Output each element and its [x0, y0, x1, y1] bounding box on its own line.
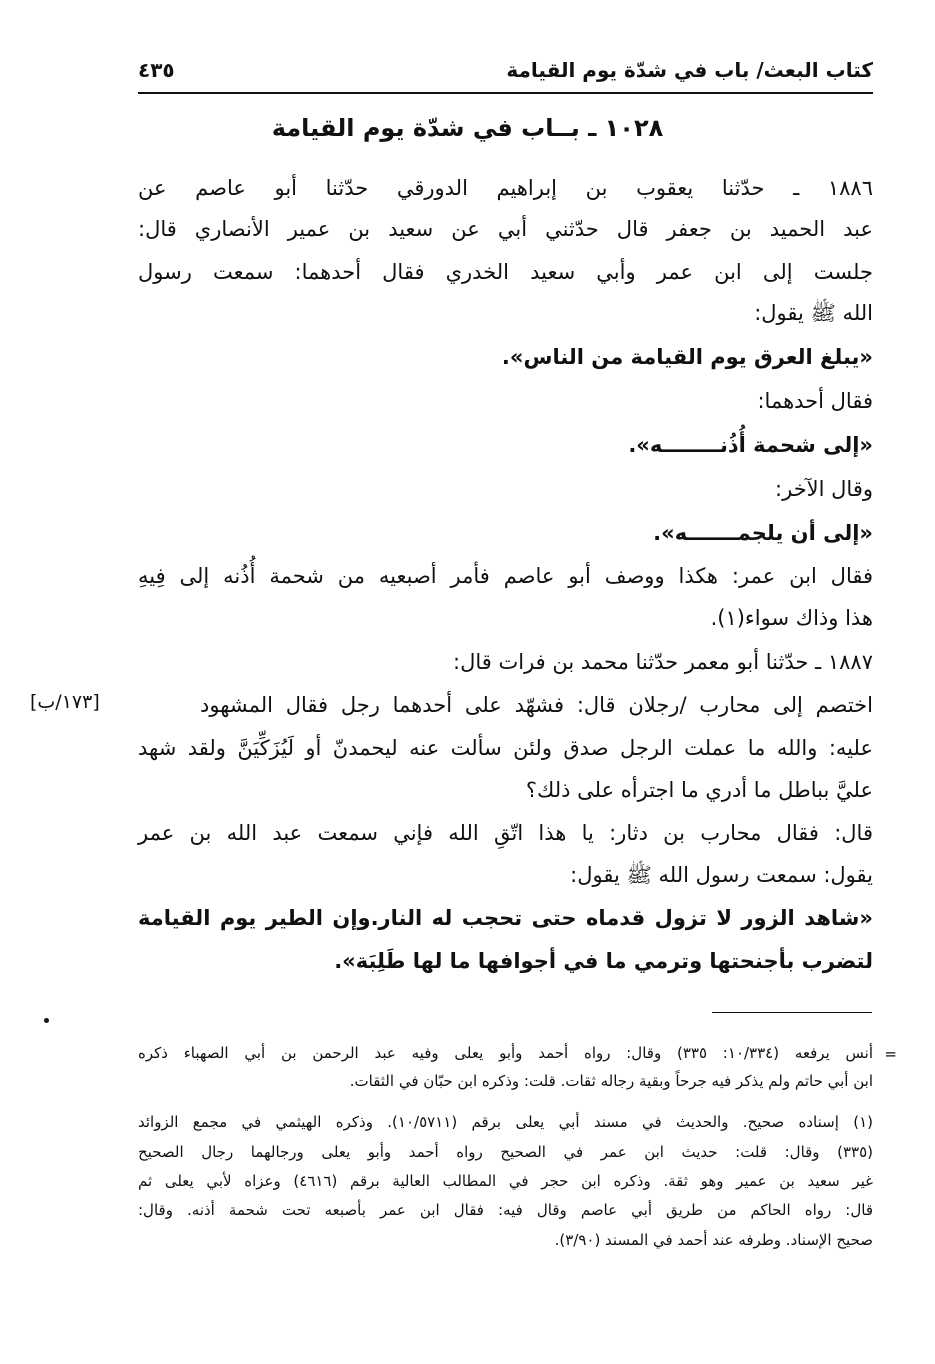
hadith-1886-quote-3: «إلى أن يلجمـــــــه».	[653, 521, 873, 545]
chapter-heading: ١٠٢٨ ـ بــاب في شدّة يوم القيامة	[271, 114, 664, 142]
hadith-1887-line-3: عليه: والله ما عملت الرجل صدق ولئن سألت عنه ليحمدنّ أو لَيُزَكِّيَنَّ ولقد شهد	[138, 736, 873, 760]
hadith-1886-line-3: جلست إلى ابن عمر وأبي سعيد الخدري فقال أحدهما: سمعت رسول	[138, 260, 873, 284]
page-header	[138, 56, 873, 94]
footnote-separator	[712, 1012, 872, 1013]
footnote-line-3: (١) إسناده صحيح. والحديث في مسند أبي يعلى برقم (١٠/٥٧١١). وذكره الهيثمي في مجمع الزوائد	[138, 1113, 873, 1131]
footnote-line-4: (٣٣٥) وقال: قلت: حديث ابن عمر في الصحيح رواه أحمد وأبو يعلى ورجالهما رجال الصحيح	[138, 1143, 873, 1161]
hadith-1886-quote-1: «يبلغ العرق يوم القيامة من الناس».	[501, 345, 873, 369]
running-title: كتاب البعث/ باب في شدّة يوم القيامة	[506, 58, 873, 82]
hadith-1886-line-8: وقال الآخر:	[775, 477, 873, 501]
hadith-1886-line-2: عبد الحميد بن جعفر قال حدّثني أبي عن سعيد بن عمير الأنصاري قال:	[138, 217, 873, 241]
hadith-1886-line-4: الله ﷺ يقول:	[754, 301, 873, 325]
hadith-1887-quote-1: «شاهد الزور لا تزول قدماه حتى تحجب له النار.وإن الطير يوم القيامة	[138, 906, 873, 930]
margin-dot	[44, 1018, 49, 1023]
hadith-1886-line-1: ١٨٨٦ ـ حدّثنا يعقوب بن إبراهيم الدورقي حدّثنا أبو عاصم عن	[138, 176, 873, 200]
footnote-line-1: أنس يرفعه (١٠/٣٣٤: ٣٣٥) وقال: رواه أحمد وأبو يعلى وفيه عبد الرحمن بن أبي الصهباء ذكره	[138, 1044, 873, 1062]
hadith-1886-quote-2: «إلى شحمة أُذُنــــــــه».	[628, 433, 873, 457]
footnote-line-6: قال: رواه الحاكم من طريق أبي عاصم وقال فيه: فقال ابن عمر بأصبعه تحت شحمة أذنه. وقال:	[138, 1201, 873, 1219]
footnote-line-5: غير سعيد بن عمير وهو ثقة. وذكره ابن حجر في المطالب العالية برقم (٤٦١٦) وعزاه لأبي يعلى ثم	[138, 1172, 873, 1190]
manuscript-folio-marker: [١٧٣/ب]	[30, 691, 100, 713]
hadith-1887-quote-2: لتضرب بأجنحتها وترمي ما في أجوافها ما لها طَلِبَة».	[334, 949, 873, 973]
footnote-continuation-mark: =	[884, 1045, 897, 1063]
hadith-1887-line-2: اختصم إلى محارب /رجلان قال: فشهّد على أحدهما رجل فقال المشهود	[200, 693, 873, 717]
page-number: ٤٣٥	[138, 58, 175, 82]
hadith-1886-line-6: فقال أحدهما:	[757, 389, 873, 413]
footnote-line-7: صحيح الإسناد. وطرفه عند أحمد في المسند (٣/٩٠).	[554, 1231, 873, 1249]
footnote-line-2: ابن أبي حاتم ولم يذكر فيه جرحاً وبقية رجاله ثقات. قلت: وذكره ابن حبّان في الثقات.	[349, 1072, 873, 1090]
hadith-1887-line-5: قال: فقال محارب بن دثار: يا هذا اتّقِ الله فإني سمعت عبد الله بن عمر	[138, 821, 873, 845]
hadith-1887-line-1: ١٨٨٧ ـ حدّثنا أبو معمر حدّثنا محمد بن فرات قال:	[453, 650, 873, 674]
hadith-1887-line-6: يقول: سمعت رسول الله ﷺ يقول:	[570, 863, 873, 887]
hadith-1886-line-10: فقال ابن عمر: هكذا ووصف أبو عاصم فأمر أصبعيه من شحمة أُذُنه إلى فِيهِ	[138, 564, 873, 588]
hadith-1886-line-11: هذا وذاك سواء(١).	[710, 606, 873, 630]
hadith-1887-line-4: عليَّ بباطل ما أدري ما اجترأه على ذلك؟	[525, 778, 873, 802]
